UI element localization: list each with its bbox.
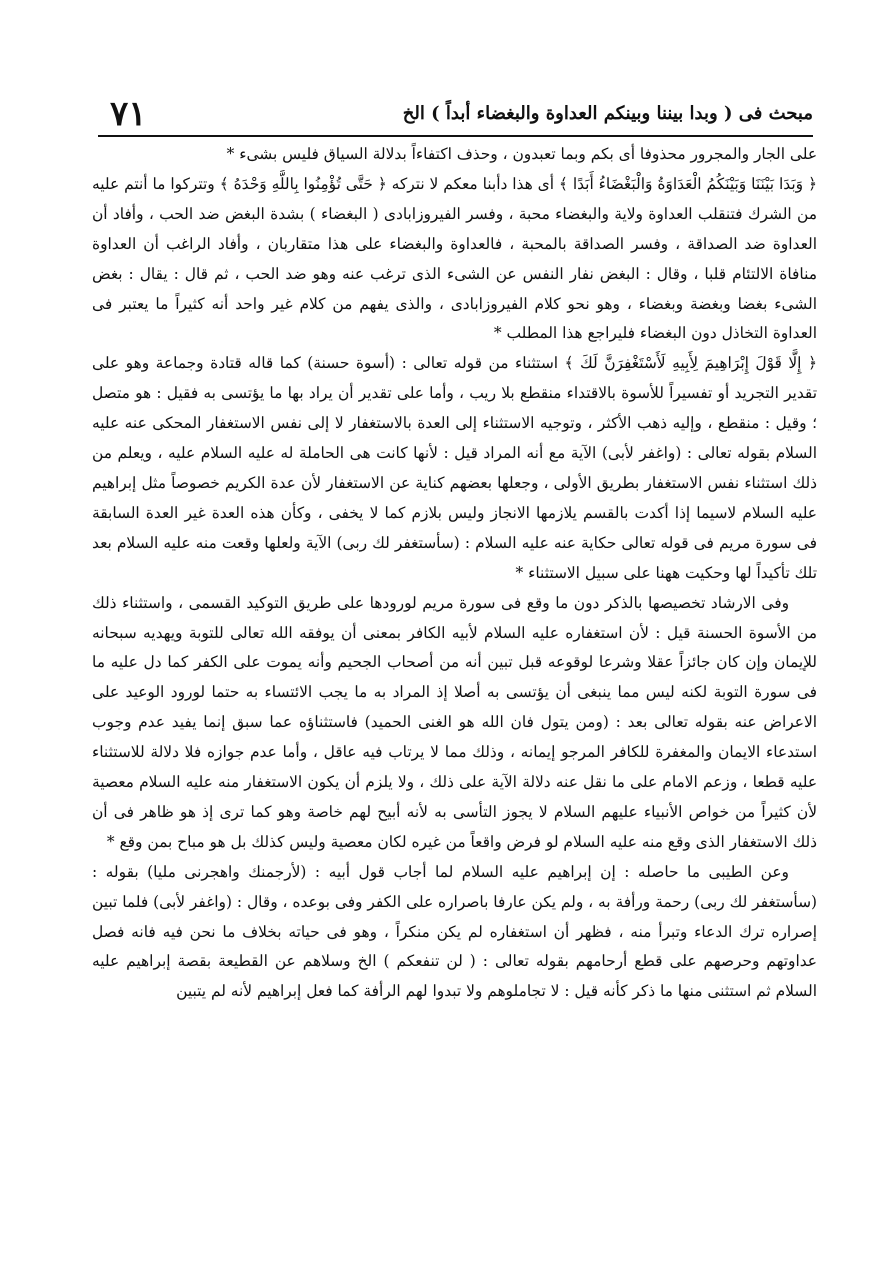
body-text [92,140,817,1007]
running-title: مبحث فى ( وبدا بيننا وبينكم العداوة والبغضاء أبداً ) الخ [402,103,813,124]
paragraph: ﴿ وَبَدَا بَيْنَنَا وَبَيْنَكُمُ الْعَدَاوَةُ وَالْبَغْضَاءُ أَبَدًا ﴾ أى هذا دأبنا معكم لا نتركه ﴿ حَتَّى تُؤْمِنُوا بِاللَّهِ وَحْدَهُ ﴾ وتتركوا ما أنتم عليه من الشرك فتنقلب العداوة ولاية والبغضاء محبة ، وفسر الفيروزابادى ( البغضاء ) بشدة البغض ضد الحب ، وأفاد أن العداوة ضد الصداقة ، وفسر الصداقة بالمحبة ، فالعداوة والبغضاء على هذا متقاربان ، وأفاد الراغب أن العداوة منافاة الالتئام قلبا ، وقال : البغض نفار النفس عن الشىء الذى ترغب عنه وهو ضد الحب ، ثم قال : يقال : بغض الشىء بغضا وبغضة وبغضاء ، وهو نحو كلام الفيروزابادى ، والذى يفهم من كلام غير واحد أنه كثيراً ما يعتبر فى العداوة التخاذل دون البغضاء فليراجع هذا المطلب * [92,174,817,343]
paragraph: وفى الارشاد تخصيصها بالذكر دون ما وقع فى سورة مريم لورودها على طريق التوكيد القسمى ، واستثناء ذلك من الأسوة الحسنة قيل : لأن استغفاره عليه السلام لأبيه الكافر بمعنى أن يوفقه الله تعالى للتوبة ويهديه سبحانه للإيمان وإن كان جائزاً عقلا وشرعا لوقوعه قبل تبين أنه من أصحاب الجحيم وأنه يموت على الكفر كما دل عليه ما فى سورة التوبة لكنه ليس مما ينبغى أن يؤتسى به أصلا إذ المراد به ما يجب الائتساء به حتما لورود الوعيد على الاعراض عنه بقوله تعالى بعد : (ومن يتول فان الله هو الغنى الحميد) فاستثناؤه عما سبق إنما يفيد عدم وجوب استدعاء الايمان والمغفرة للكافر المرجو إيمانه ، وذلك مما لا يرتاب فيه عاقل ، وأما عدم جوازه فلا دلالة للاستثناء عليه قطعا ، وزعم الامام على ما نقل عنه دلالة الآية على ذلك ، ولا يلزم أن يكون الاستغفار منه عليه السلام معصية لأن كثيراً من خواص الأنبياء عليهم السلام لا يجوز التأسى به لأنه أبيح لهم خاصة وهو كما ترى إذ هو ظاهر فى أن ذلك الاستغفار الذى وقع منه عليه السلام لو فرض واقعاً من غيره لكان معصية وليس كذلك بل هو مباح بمن وقع * [92,593,817,851]
paragraph: ﴿ إِلَّا قَوْلَ إِبْرَاهِيمَ لِأَبِيهِ لَأَسْتَغْفِرَنَّ لَكَ ﴾ استثناء من قوله تعالى : (أسوة حسنة) كما قاله قتادة وجماعة وهو على تقدير التجريد أو تفسيراً للأسوة بالاقتداء منقطع بلا ريب ، وأما على تقدير أن يراد بها ما يؤتسى به فقيل : هو متصل ؛ وقيل : منقطع ، وإليه ذهب الأكثر ، وتوجيه الاستثناء إلى العدة بالاستغفار لا إلى نفس الاستغفار المحكى عنه عليه السلام بقوله تعالى : (واغفر لأبى) الآية مع أنه المراد قيل : لأنها كانت هى الحاملة له عليه السلام عليه ، ويعلم من ذلك استثناء نفس الاستغفار بطريق الأولى ، وجعلها بعضهم كناية عن الاستغفار لأن عدة الكريم خصوصاً مثل إبراهيم عليه السلام لاسيما إذا أكدت بالقسم يلازمها الانجاز وليس بلازم كما لا يخفى ، وكأن هذه العدة غير العدة السابقة فى سورة مريم فى قوله تعالى حكاية عنه عليه السلام : (سأستغفر لك ربى) الآية ولعلها وقعت منه عليه السلام بعد تلك تأكيداً لها وحكيت ههنا على سبيل الاستثناء * [92,354,817,582]
paragraph: على الجار والمجرور محذوفا أى بكم وبما تعبدون ، وحذف اكتفاءاً بدلالة السياق فليس بشىء * [226,145,817,163]
page-header [98,92,813,134]
paragraph: وعن الطيبى ما حاصله : إن إبراهيم عليه السلام لما أجاب قول أبيه : (لأرجمنك واهجرنى مليا) بقوله : (سأستغفر لك ربى) رحمة ورأفة به ، ولم يكن عارفا باصراره على الكفر وفى بوعده ، وقال : (واغفر لأبى) فلما تبين إصراره ترك الدعاء وتبرأ منه ، فظهر أن استغفاره لم يكن منكراً ، وهو فى حياته بخلاف ما نحن فيه فانه فصل عداوتهم وحرصهم على قطع أرحامهم بقوله تعالى : ( لن تنفعكم ) الخ وسلاهم عن القطيعة بقصة إبراهيم عليه السلام ثم استثنى منها ما ذكر كأنه قيل : لا تجاملوهم ولا تبدوا لهم الرأفة كما فعل إبراهيم لأنه لم يتبين [92,862,817,1001]
header-rule [98,135,813,137]
page-number: ٧١ [110,94,147,134]
